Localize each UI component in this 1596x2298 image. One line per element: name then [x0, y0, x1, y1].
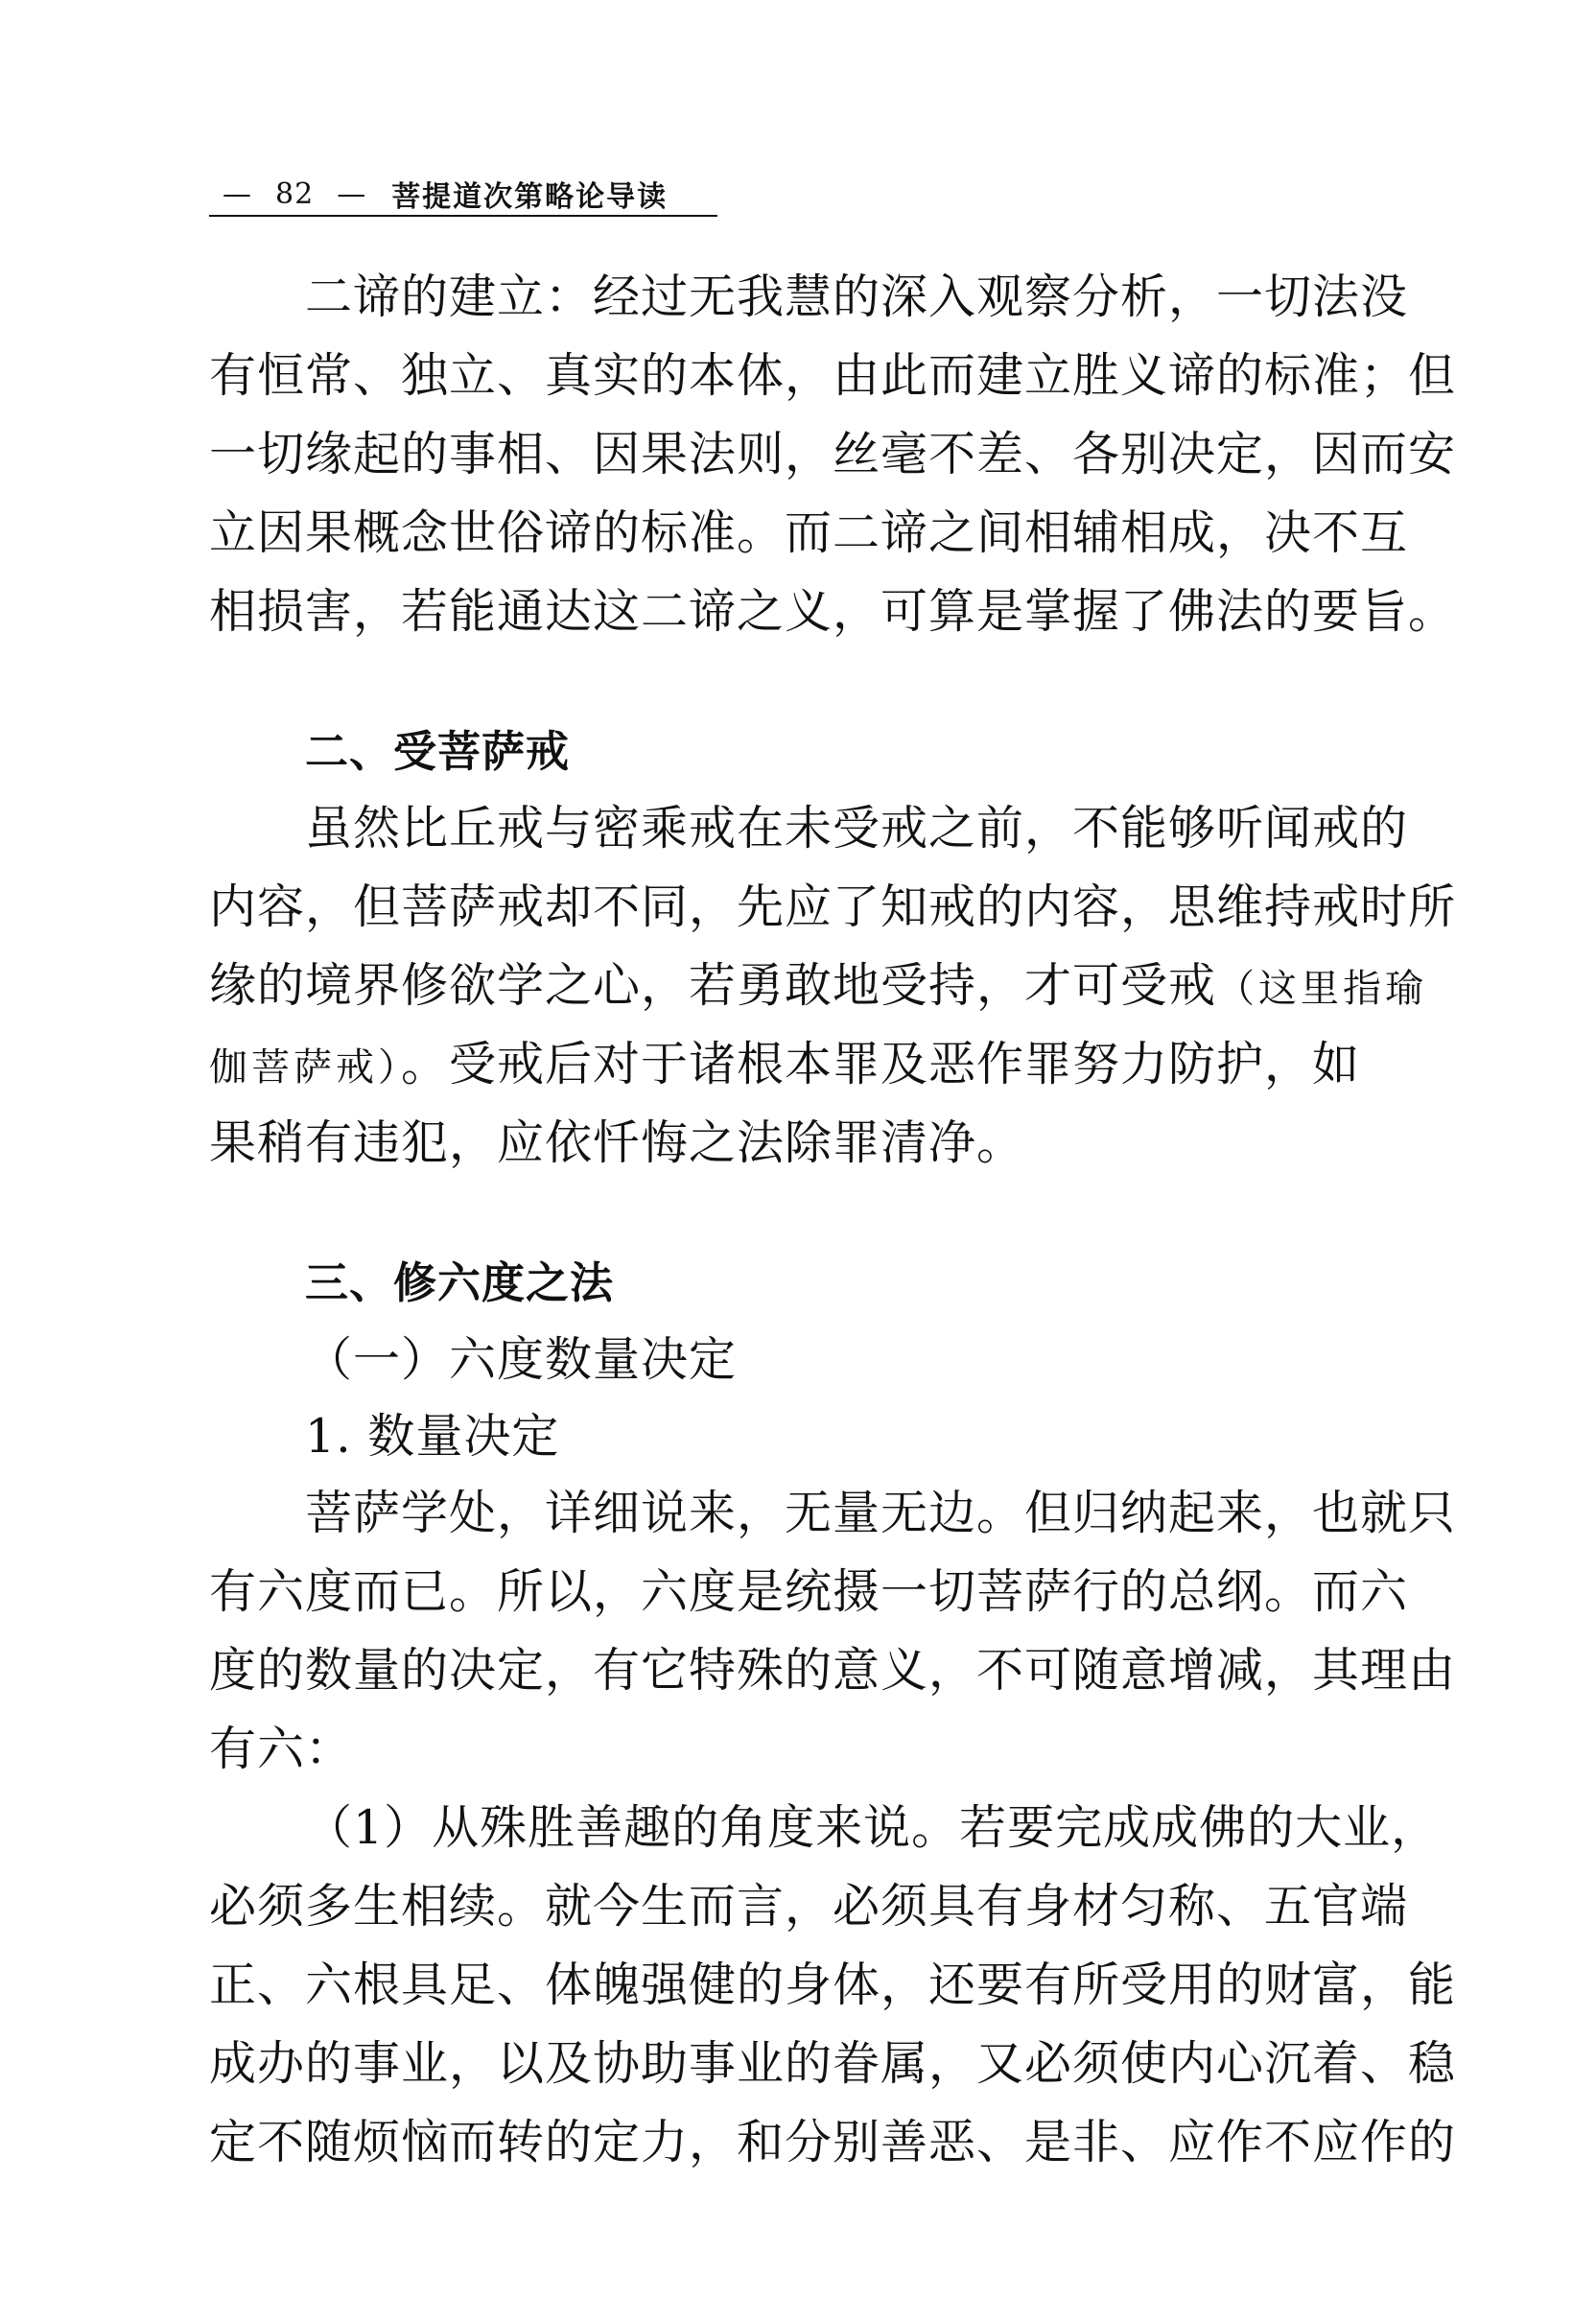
paragraph-line: 内容，但菩萨戒却不同，先应了知戒的内容，思维持戒时所 [209, 879, 1457, 934]
paragraph-line: 伽菩萨戒）。受戒后对于诸根本罪及恶作罪努力防护，如 [209, 1037, 1361, 1091]
header-dash-left: — [223, 176, 252, 211]
inline-note: （这里指瑜 [1216, 967, 1428, 1011]
paragraph-line: 有六： [209, 1722, 354, 1776]
paragraph-line: 二谛的建立：经过无我慧的深入观察分析，一切法没 [305, 270, 1409, 324]
paragraph-line: （1）从殊胜善趣的角度来说。若要完成成佛的大业， [305, 1800, 1440, 1855]
paragraph-line: 立因果概念世俗谛的标准。而二谛之间相辅相成，决不互 [209, 505, 1409, 560]
header-dash-right: — [337, 176, 367, 211]
subsection-heading: （一）六度数量决定 [305, 1332, 738, 1387]
paragraph-line: 成办的事业，以及协助事业的眷属，又必须使内心沉着、稳 [209, 2036, 1457, 2091]
inline-note: 伽菩萨戒） [209, 1045, 401, 1090]
paragraph-line: 有六度而已。所以，六度是统摄一切菩萨行的总纲。而六 [209, 1564, 1409, 1619]
running-header [209, 171, 717, 217]
paragraph-line: 定不随烦恼而转的定力，和分别善恶、是非、应作不应作的 [209, 2115, 1457, 2169]
page-number: 82 [275, 176, 315, 211]
paragraph-line: 菩萨学处，详细说来，无量无边。但归纳起来，也就只 [305, 1486, 1457, 1540]
paragraph-line: 正、六根具足、体魄强健的身体，还要有所受用的财富，能 [209, 1958, 1457, 2012]
paragraph-line: 果稍有违犯，应依忏悔之法除罪清净。 [209, 1115, 1025, 1170]
paragraph-line: 一切缘起的事相、因果法则，丝毫不差、各别决定，因而安 [209, 427, 1457, 481]
subsubsection-heading: 1. 数量决定 [305, 1409, 560, 1464]
paragraph-line: 相损害，若能通达这二谛之义，可算是掌握了佛法的要旨。 [209, 584, 1457, 639]
paragraph-line: 度的数量的决定，有它特殊的意义，不可随意增减，其理由 [209, 1643, 1457, 1698]
book-title: 菩提道次第略论导读 [391, 180, 669, 214]
section-heading: 三、修六度之法 [305, 1257, 615, 1308]
paragraph-line: 虽然比丘戒与密乘戒在未受戒之前，不能够听闻戒的 [305, 801, 1409, 856]
paragraph-line: 缘的境界修欲学之心，若勇敢地受持，才可受戒（这里指瑜 [209, 958, 1428, 1013]
header-rule [209, 215, 717, 217]
section-heading: 二、受菩萨戒 [305, 726, 571, 777]
paragraph-line: 必须多生相续。就今生而言，必须具有身材匀称、五官端 [209, 1879, 1409, 1934]
paragraph-line: 有恒常、独立、真实的本体，由此而建立胜义谛的标准；但 [209, 348, 1457, 403]
